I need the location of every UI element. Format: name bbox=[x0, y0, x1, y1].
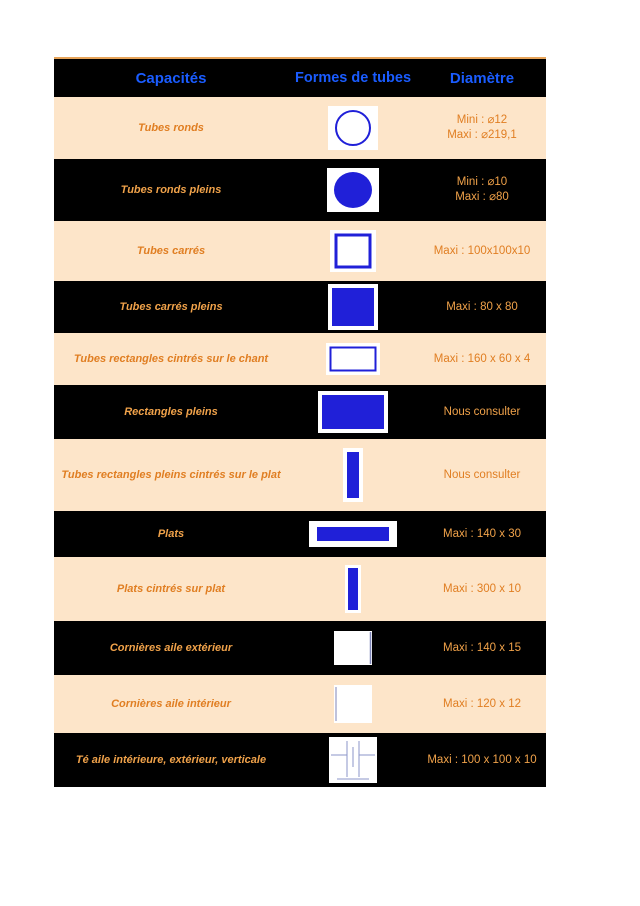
shape-cell bbox=[288, 631, 418, 665]
shape-cell bbox=[288, 230, 418, 272]
shape-cell bbox=[288, 521, 418, 547]
header-capacites: Capacités bbox=[135, 69, 207, 87]
tee-profile-icon bbox=[329, 737, 377, 783]
rectangle-filled-icon bbox=[318, 391, 388, 433]
shape-cell bbox=[288, 565, 418, 613]
row-label: Tubes carrés pleins bbox=[119, 301, 223, 313]
rectangle-outline-icon bbox=[326, 343, 380, 375]
row-value: Maxi : 80 x 80 bbox=[446, 300, 518, 313]
row-value: Maxi : 300 x 10 bbox=[443, 582, 521, 595]
circle-outline-icon bbox=[328, 106, 378, 150]
shape-cell bbox=[288, 685, 418, 723]
table-row bbox=[54, 621, 546, 675]
row-label: Plats cintrés sur plat bbox=[116, 583, 226, 595]
table-row bbox=[54, 439, 546, 511]
table-row bbox=[54, 733, 546, 787]
row-label: Té aile intérieure, extérieur, verticale bbox=[75, 754, 267, 766]
row-value: Nous consulter bbox=[443, 405, 521, 418]
shape-cell bbox=[288, 168, 418, 212]
shape-cell bbox=[288, 391, 418, 433]
row-label: Cornières aile extérieur bbox=[109, 642, 233, 654]
circle-filled-icon bbox=[327, 168, 379, 212]
row-label: Plats bbox=[157, 528, 185, 540]
table-row bbox=[54, 159, 546, 221]
table-row bbox=[54, 97, 546, 159]
square-filled-icon bbox=[328, 284, 378, 330]
shape-cell bbox=[288, 284, 418, 330]
table-row bbox=[54, 385, 546, 439]
table-row bbox=[54, 675, 546, 733]
row-value: Nous consulter bbox=[443, 468, 521, 481]
row-value: Maxi : 100 x 100 x 10 bbox=[427, 753, 537, 766]
table-header-row bbox=[54, 59, 546, 97]
header-formes-de-tubes: Formes de tubes bbox=[294, 70, 412, 86]
table-row bbox=[54, 333, 546, 385]
shape-cell bbox=[288, 106, 418, 150]
row-label: Tubes ronds bbox=[138, 122, 204, 134]
row-label: Tubes ronds pleins bbox=[120, 184, 222, 196]
angle-outer-icon bbox=[334, 631, 372, 665]
row-value: Maxi : 100x100x10 bbox=[433, 244, 531, 257]
row-label: Tubes carrés bbox=[136, 245, 206, 257]
row-value: Maxi : 160 x 60 x 4 bbox=[433, 352, 531, 365]
shape-cell bbox=[288, 448, 418, 502]
angle-inner-icon bbox=[334, 685, 372, 723]
row-value: Maxi : 140 x 30 bbox=[443, 527, 521, 540]
row-value: Mini : ⌀12 Maxi : ⌀219,1 bbox=[447, 114, 517, 141]
capacity-table bbox=[54, 57, 546, 787]
row-value: Mini : ⌀10 Maxi : ⌀80 bbox=[455, 176, 509, 203]
row-label: Rectangles pleins bbox=[124, 406, 218, 418]
row-value: Maxi : 120 x 12 bbox=[443, 697, 521, 710]
shape-cell bbox=[288, 737, 418, 783]
narrow-vertical-bar-icon bbox=[345, 565, 361, 613]
table-row bbox=[54, 221, 546, 281]
vertical-bar-icon bbox=[343, 448, 363, 502]
table-row bbox=[54, 557, 546, 621]
table-row bbox=[54, 511, 546, 557]
header-diametre: Diamètre bbox=[449, 69, 515, 87]
row-label: Tubes rectangles cintrés sur le chant bbox=[73, 353, 269, 365]
row-label: Tubes rectangles pleins cintrés sur le plat bbox=[61, 469, 281, 481]
row-value: Maxi : 140 x 15 bbox=[443, 641, 521, 654]
row-label: Cornières aile intérieur bbox=[111, 698, 231, 710]
shape-cell bbox=[288, 343, 418, 375]
square-outline-icon bbox=[330, 230, 376, 272]
flat-bar-icon bbox=[309, 521, 397, 547]
table-row bbox=[54, 281, 546, 333]
